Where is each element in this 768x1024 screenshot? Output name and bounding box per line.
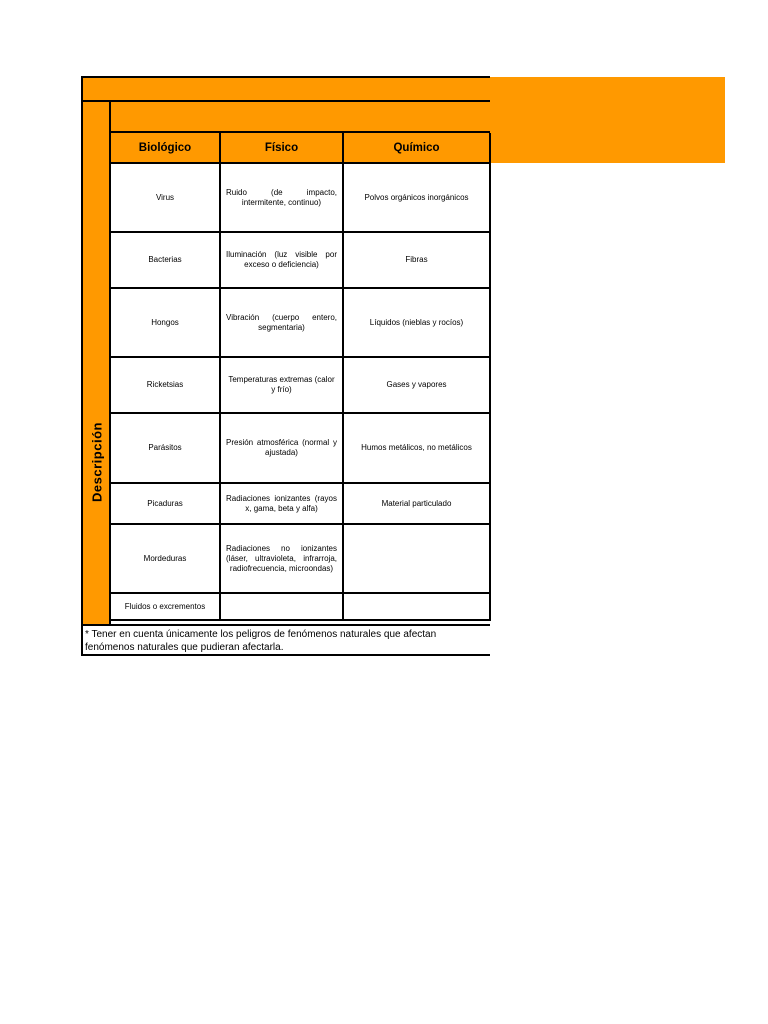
table-row <box>111 357 490 413</box>
table-cell: Temperaturas extremas (calor y frío) <box>220 357 343 413</box>
table-top-header-strip <box>83 78 490 102</box>
table-cell: Iluminación (luz visible por exceso o deficiencia) <box>220 232 343 288</box>
table-row <box>111 232 490 288</box>
table-cell: Vibración (cuerpo entero, segmentaria) <box>220 288 343 357</box>
table-row <box>111 163 490 232</box>
table-cell <box>343 593 490 620</box>
table-cell: Parásitos <box>111 413 220 483</box>
table-row <box>111 413 490 483</box>
column-header-fisico: Físico <box>220 133 343 163</box>
column-header-biologico: Biológico <box>111 133 220 163</box>
hazard-table-frame <box>81 76 490 656</box>
table-cell: Ricketsias <box>111 357 220 413</box>
table-cell: Mordeduras <box>111 524 220 593</box>
table-cell: Líquidos (nieblas y rocíos) <box>343 288 490 357</box>
footnote-line-1: * Tener en cuenta únicamente los peligros de fenómenos naturales que afectan <box>85 629 437 640</box>
table-cell: Hongos <box>111 288 220 357</box>
table-cell: Picaduras <box>111 483 220 524</box>
table-cell <box>220 593 343 620</box>
table-cell: Polvos orgánicos inorgánicos <box>343 163 490 232</box>
table-cell: Fluidos o excrementos <box>111 593 220 620</box>
footnote <box>83 624 490 656</box>
table-cell: Gases y vapores <box>343 357 490 413</box>
table-row <box>111 593 490 620</box>
header-row <box>111 133 490 163</box>
footnote-line-2: fenómenos naturales que pudieran afectarla. <box>85 642 284 653</box>
table-row <box>111 483 490 524</box>
table-row <box>111 524 490 593</box>
table-cell: Virus <box>111 163 220 232</box>
table-cell: Humos metálicos, no metálicos <box>343 413 490 483</box>
table-cell: Fibras <box>343 232 490 288</box>
hazard-table <box>111 133 491 621</box>
column-header-quimico: Químico <box>343 133 490 163</box>
table-cell: Material particulado <box>343 483 490 524</box>
table-cell: Presión atmosférica (normal y ajustada) <box>220 413 343 483</box>
table-row <box>111 288 490 357</box>
table-cell: Radiaciones no ionizantes (láser, ultravioleta, infrarroja, radiofrecuencia, microondas) <box>220 524 343 593</box>
header-band-extension <box>490 77 725 163</box>
table-cell: Bacterias <box>111 232 220 288</box>
side-header-strip <box>83 102 111 624</box>
table-cell: Ruido (de impacto, intermitente, continuo) <box>220 163 343 232</box>
table-cell: Radiaciones ionizantes (rayos x, gama, beta y alfa) <box>220 483 343 524</box>
table-cell <box>343 524 490 593</box>
side-label-descripcion: Descripción <box>89 422 105 502</box>
table-second-header-strip <box>111 102 490 133</box>
